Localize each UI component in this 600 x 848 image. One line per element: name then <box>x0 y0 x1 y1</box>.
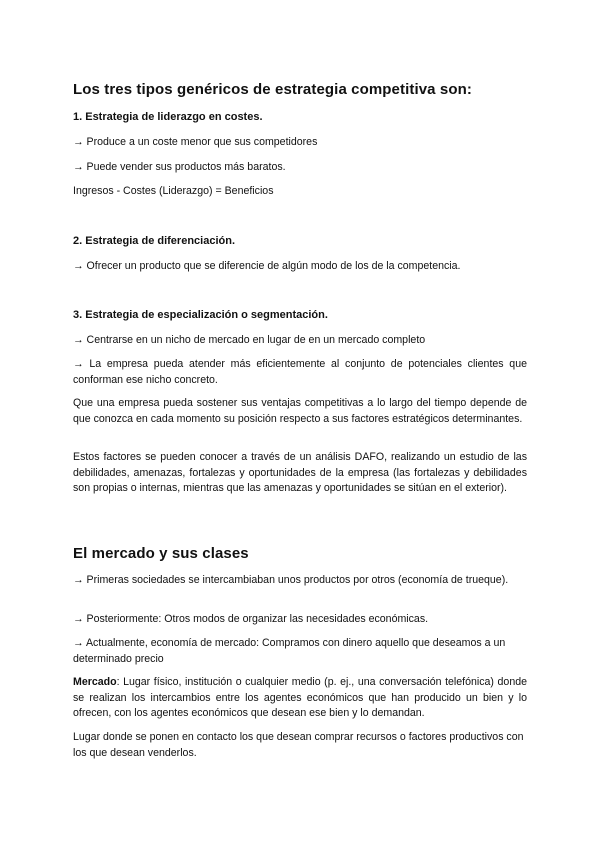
heading-cost-leadership: 1. Estrategia de liderazgo en costes. <box>73 111 263 123</box>
paragraph-dafo: Estos factores se pueden conocer a través de un análisis DAFO, realizando un estudio de las debilidades, amenazas, fortalezas y oportunidades de la empresa (las fortalezas y debilidades son propias o internas, mientras que las amenazas y oportunidades se sitúan en el exterior). <box>73 451 527 495</box>
section-title-strategies: Los tres tipos genéricos de estrategia competitiva son: <box>73 81 472 98</box>
paragraph-market-definition <box>73 675 527 722</box>
paragraph-market-place: Lugar donde se ponen en contacto los que desean comprar recursos o factores productivos con los que desean venderlos. <box>73 731 524 759</box>
list-item: → Actualmente, economía de mercado: Compramos con dinero aquello que deseamos a un determinado precio <box>73 637 506 665</box>
formula-text: Ingresos - Costes (Liderazgo) = Beneficios <box>73 185 274 197</box>
list-item: → Produce a un coste menor que sus competidores <box>73 136 318 148</box>
heading-specialization: 3. Estrategia de especialización o segmentación. <box>73 309 328 321</box>
list-item: → Puede vender sus productos más baratos. <box>73 161 286 173</box>
list-item: → Centrarse en un nicho de mercado en lugar de en un mercado completo <box>73 334 426 346</box>
list-item: → Ofrecer un producto que se diferencie de algún modo de los de la competencia. <box>73 260 461 272</box>
heading-differentiation: 2. Estrategia de diferenciación. <box>73 235 236 247</box>
section-title-market: El mercado y sus clases <box>73 545 249 562</box>
market-term: Mercado <box>73 676 117 688</box>
list-item: → Primeras sociedades se intercambiaban unos productos por otros (economía de trueque). <box>73 574 509 586</box>
list-item: → Posteriormente: Otros modos de organizar las necesidades económicas. <box>73 613 429 625</box>
paragraph-competitive-advantage: Que una empresa pueda sostener sus ventajas competitivas a lo largo del tiempo depende de que conozca en cada momento su posición respecto a sus factores estratégicos determinantes. <box>73 397 527 425</box>
market-definition: : Lugar físico, institución o cualquier medio (p. ej., una conversación telefónica) donde se realizan los intercambios entre los agentes económicos que han producido un bien y lo ofrecen, con los agentes económicos que desean ese bien y lo demandan. <box>73 676 527 720</box>
list-item: → La empresa pueda atender más eficientemente al conjunto de potenciales clientes que conforman ese nicho concreto. <box>73 358 527 386</box>
